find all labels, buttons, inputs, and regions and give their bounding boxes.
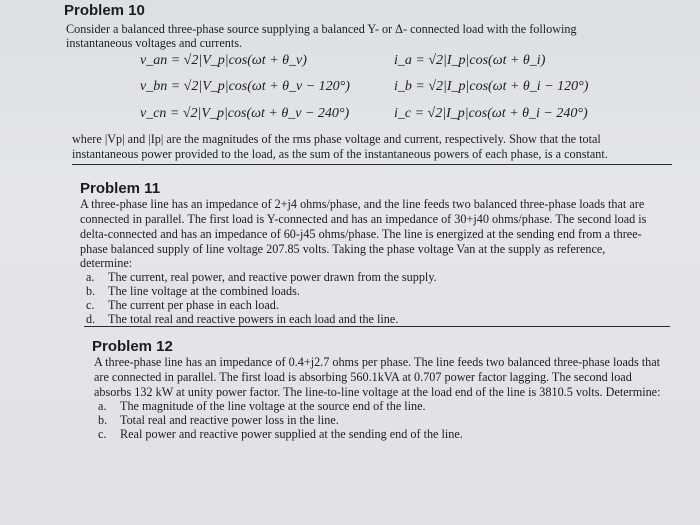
equation-i-a: i_a = √2|I_p|cos(ωt + θ_i) <box>394 53 546 68</box>
problem-11-line-1: A three-phase line has an impedance of 2+j4 ohms/phase, and the line feeds two balanced three-phase loads that are <box>80 197 645 211</box>
problem-10-where-line-1: where |Vp| and |Ip| are the magnitudes of the rms phase voltage and current, respectively. Show that the total <box>72 132 601 146</box>
problem-10-title: Problem 10 <box>64 2 145 19</box>
item-text: The magnitude of the line voltage at the source end of the line. <box>120 399 426 413</box>
item-text: Real power and reactive power supplied at the sending end of the line. <box>120 427 463 441</box>
problem-10-intro-line-1: Consider a balanced three-phase source supplying a balanced Y- or Δ- connected load with the following <box>66 22 577 36</box>
problem-11-line-3: delta-connected and has an impedance of 60-j45 ohms/phase. The line is energized at the sending end from a three- <box>80 227 642 241</box>
item-label: b. <box>98 413 108 427</box>
divider-line <box>72 164 672 165</box>
problem-10-where-line-2: instantaneous power provided to the load, as the sum of the instantaneous powers of each phase, is a constant. <box>72 147 608 161</box>
equation-i-c: i_c = √2|I_p|cos(ωt + θ_i − 240°) <box>394 106 588 121</box>
item-label: c. <box>98 427 107 441</box>
item-text: The line voltage at the combined loads. <box>108 284 300 298</box>
item-text: The total real and reactive powers in each load and the line. <box>108 312 399 326</box>
equation-i-b: i_b = √2|I_p|cos(ωt + θ_i − 120°) <box>394 79 589 94</box>
problem-11-line-2: connected in parallel. The first load is Y-connected and has an impedance of 30+j40 ohms/phase. The second load is <box>80 212 647 226</box>
problem-11-item-b <box>86 284 300 298</box>
item-label: b. <box>86 284 96 298</box>
problem-10-intro-line-2: instantaneous voltages and currents. <box>66 36 242 50</box>
problem-11-item-d <box>86 312 398 326</box>
problem-11-item-a <box>86 270 437 284</box>
item-label: d. <box>86 312 96 326</box>
item-label: c. <box>86 298 95 312</box>
divider-line <box>84 326 670 327</box>
problem-11-title: Problem 11 <box>80 180 161 197</box>
problem-12-item-a <box>98 399 426 413</box>
equation-v-bn: v_bn = √2|V_p|cos(ωt + θ_v − 120°) <box>140 79 350 94</box>
problem-11-line-4: phase balanced supply of line voltage 207.85 volts. Taking the phase voltage Van at the supply as reference, <box>80 242 606 256</box>
item-label: a. <box>98 399 107 413</box>
item-text: Total real and reactive power loss in the line. <box>120 413 339 427</box>
problem-12-line-1: A three-phase line has an impedance of 0.4+j2.7 ohms per phase. The line feeds two balanced three-phase loads that <box>94 355 661 369</box>
problem-12-line-2: are connected in parallel. The first load is absorbing 560.1kVA at 0.707 power factor lagging. The second load <box>94 370 632 384</box>
problem-11-line-5: determine: <box>80 256 133 270</box>
problem-12-line-3: absorbs 132 kW at unity power factor. The line-to-line voltage at the load end of the line is 3810.5 volts. Determine: <box>94 385 661 399</box>
problem-12-title: Problem 12 <box>92 338 173 355</box>
problem-11-item-c <box>86 298 279 312</box>
equation-v-an: v_an = √2|V_p|cos(ωt + θ_v) <box>140 53 307 68</box>
item-text: The current, real power, and reactive power drawn from the supply. <box>108 270 437 284</box>
problem-12-item-b <box>98 413 339 427</box>
item-label: a. <box>86 270 95 284</box>
equation-v-cn: v_cn = √2|V_p|cos(ωt + θ_v − 240°) <box>140 106 350 121</box>
problem-12-item-c <box>98 427 463 441</box>
item-text: The current per phase in each load. <box>108 298 279 312</box>
